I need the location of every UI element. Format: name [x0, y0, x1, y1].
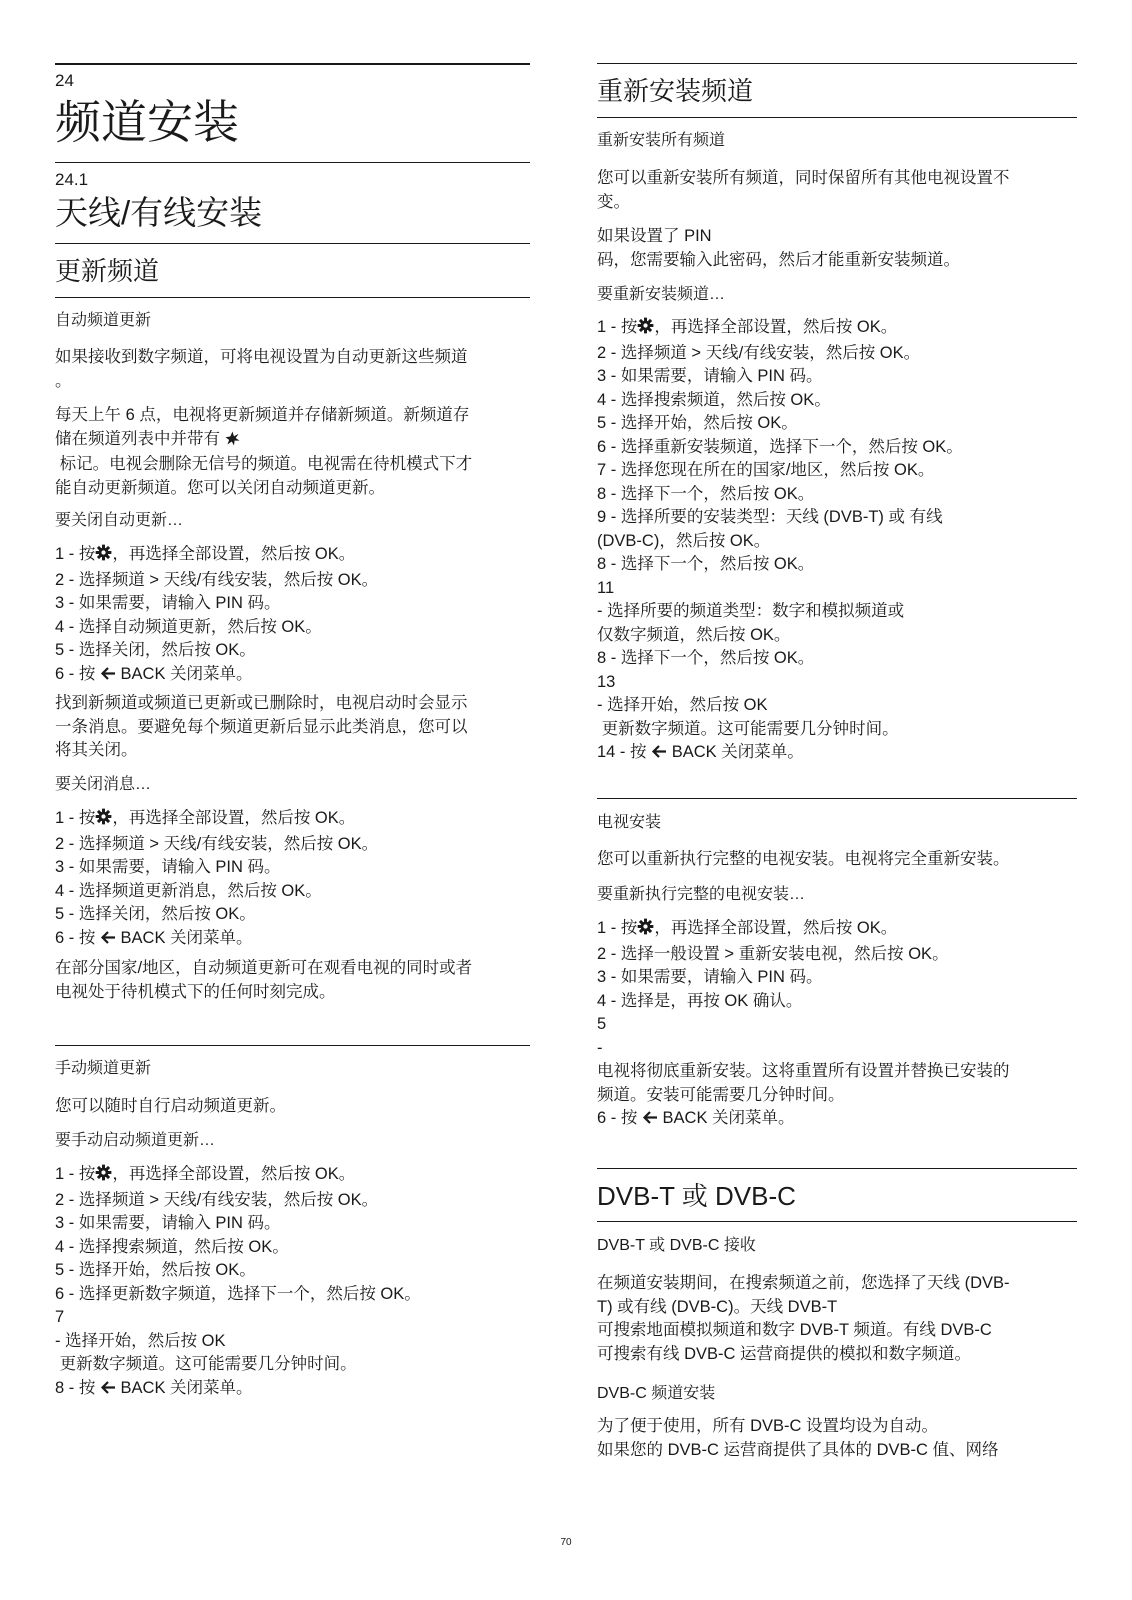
tv-install-steps: 1 - 按 ，再选择全部设置，然后按 OK。 2 - 选择一般设置 > 重新安装电视，然后按 OK。 3 - 如果需要，请输入 PIN 码。 4 - 选择是，再按 OK 确认。 5 - 电视将彻底重新安装。这将重置所有设置并替换已安装的 频道。安装可能需要几分钟时间。 6 - 按 BACK 关闭菜单。 — [597, 917, 1077, 1133]
page-number: 70 — [560, 1537, 572, 1548]
back-arrow-icon — [100, 929, 116, 953]
tv-install-paragraph: 您可以重新执行完整的电视安装。电视将完全重新安装。 — [597, 850, 1010, 868]
auto-update-paragraph-4: 在部分国家/地区，自动频道更新可在观看电视的同时或者 电视处于待机模式下的任何时刻完成。 — [55, 959, 473, 1001]
reinstall-paragraph-2: 如果设置了 PIN 码，您需要输入此密码，然后才能重新安装频道。 — [597, 227, 960, 269]
section-title: 天线/有线安装 — [55, 194, 263, 231]
message-steps: 1 - 按 ，再选择全部设置，然后按 OK。 2 - 选择频道 > 天线/有线安装，然后按 OK。 3 - 如果需要，请输入 PIN 码。 4 - 选择频道更新消息，然后按 OK。 5 - 选择关闭，然后按 OK。 6 - 按 BACK 关闭菜单。 — [55, 807, 530, 952]
gear-icon — [95, 544, 112, 569]
section-number: 24.1 — [55, 170, 89, 189]
auto-update-heading: 自动频道更新 — [55, 312, 152, 329]
tv-install-label: 要重新执行完整的电视安装… — [597, 886, 806, 903]
gear-icon — [637, 317, 654, 342]
back-arrow-icon — [100, 665, 116, 689]
reinstall-rule — [597, 63, 1077, 64]
subsection-rule — [55, 243, 530, 244]
auto-update-paragraph-2: 每天上午 6 点，电视将更新频道并存储新频道。新频道存 储在频道列表中并带有 标记。电视会删除无信号的频道。电视需在待机模式下才 能自动更新频道。您可以关闭自动频道更新。 — [55, 406, 473, 497]
gear-icon — [637, 918, 654, 943]
section-rule — [55, 162, 530, 163]
gear-icon — [95, 1164, 112, 1189]
auto-update-paragraph-1: 如果接收到数字频道，可将电视设置为自动更新这些频道 。 — [55, 348, 468, 390]
tv-install-rule — [597, 798, 1077, 799]
reinstall-paragraph-1: 您可以重新安装所有频道，同时保留所有其他电视设置不 变。 — [597, 169, 1010, 211]
manual-update-heading: 手动频道更新 — [55, 1060, 152, 1077]
turn-off-auto-update-label: 要关闭自动更新… — [55, 512, 184, 529]
gear-icon — [95, 808, 112, 833]
dvb-heading: DVB-T 或 DVB-C — [597, 1181, 796, 1211]
back-arrow-icon — [642, 1109, 658, 1133]
manual-rule — [55, 1045, 530, 1046]
star-marker-icon — [225, 430, 240, 454]
reinstall-heading: 重新安装频道 — [597, 76, 754, 106]
back-arrow-icon — [100, 1379, 116, 1403]
turn-off-message-label: 要关闭消息… — [55, 776, 152, 793]
manual-update-label: 要手动启动频道更新… — [55, 1132, 216, 1149]
chapter-title: 频道安装 — [55, 96, 239, 148]
reinstall-steps: 1 - 按 ，再选择全部设置，然后按 OK。 2 - 选择频道 > 天线/有线安装，然后按 OK。 3 - 如果需要，请输入 PIN 码。 4 - 选择搜索频道，然后按 OK。 5 - 选择开始，然后按 OK。 6 - 选择重新安装频道，选择下一个，然后按 OK。 7 - 选择您现在所在的国家/地区，然后按 OK。 8 - 选择下一个，然后按 OK。 9 - 选择所要的安装类型：天线 (DVB-T) 或 有线 (DVB-C)，然后按 OK。 8 - 选择下一个，然后按 OK。 11 - 选择所要的频道类型：数字和模拟频道或 仅数字频道，然后按 OK。 8 - 选择下一个，然后按 OK。 13 - 选择开始，然后按 OK 更新数字频道。这可能需要几分钟时间。 14 - 按 BACK 关闭菜单。 — [597, 316, 1077, 767]
tv-install-heading: 电视安装 — [597, 814, 662, 831]
reinstall-all-heading: 重新安装所有频道 — [597, 132, 726, 149]
manual-update-paragraph: 您可以随时自行启动频道更新。 — [55, 1097, 286, 1115]
dvb-rule — [597, 1168, 1077, 1169]
reinstall-rule-bottom — [597, 117, 1077, 118]
auto-update-paragraph-3: 找到新频道或频道已更新或已删除时，电视启动时会显示 一条消息。要避免每个频道更新后显示此类消息，您可以 将其关闭。 — [55, 694, 468, 759]
update-heading: 更新频道 — [55, 256, 160, 286]
back-arrow-icon — [651, 743, 667, 767]
dvbc-install-heading: DVB-C 频道安装 — [597, 1385, 716, 1402]
subsection-rule — [55, 297, 530, 298]
dvbc-install-paragraph: 为了便于使用，所有 DVB-C 设置均设为自动。 如果您的 DVB-C 运营商提供了具体的 DVB-C 值、网络 — [597, 1417, 999, 1459]
dvb-reception-heading: DVB-T 或 DVB-C 接收 — [597, 1237, 756, 1254]
chapter-rule — [55, 63, 530, 65]
manual-update-steps: 1 - 按 ，再选择全部设置，然后按 OK。 2 - 选择频道 > 天线/有线安装，然后按 OK。 3 - 如果需要，请输入 PIN 码。 4 - 选择搜索频道，然后按 OK。 5 - 选择开始，然后按 OK。 6 - 选择更新数字频道，选择下一个，然后按 OK。 7 - 选择开始，然后按 OK 更新数字频道。这可能需要几分钟时间。 8 - 按 BACK 关闭菜单。 — [55, 1163, 530, 1402]
auto-update-steps: 1 - 按 ，再选择全部设置，然后按 OK。 2 - 选择频道 > 天线/有线安装，然后按 OK。 3 - 如果需要，请输入 PIN 码。 4 - 选择自动频道更新，然后按 OK。 5 - 选择关闭，然后按 OK。 6 - 按 BACK 关闭菜单。 — [55, 543, 530, 688]
reinstall-label: 要重新安装频道… — [597, 286, 726, 303]
dvb-rule-bottom — [597, 1221, 1077, 1222]
dvb-reception-paragraph: 在频道安装期间，在搜索频道之前，您选择了天线 (DVB- T) 或有线 (DVB-C)。天线 DVB-T 可搜索地面模拟频道和数字 DVB-T 频道。有线 DVB-C 可搜索有线 DVB-C 运营商提供的模拟和数字频道。 — [597, 1274, 1010, 1363]
chapter-number: 24 — [55, 71, 74, 90]
